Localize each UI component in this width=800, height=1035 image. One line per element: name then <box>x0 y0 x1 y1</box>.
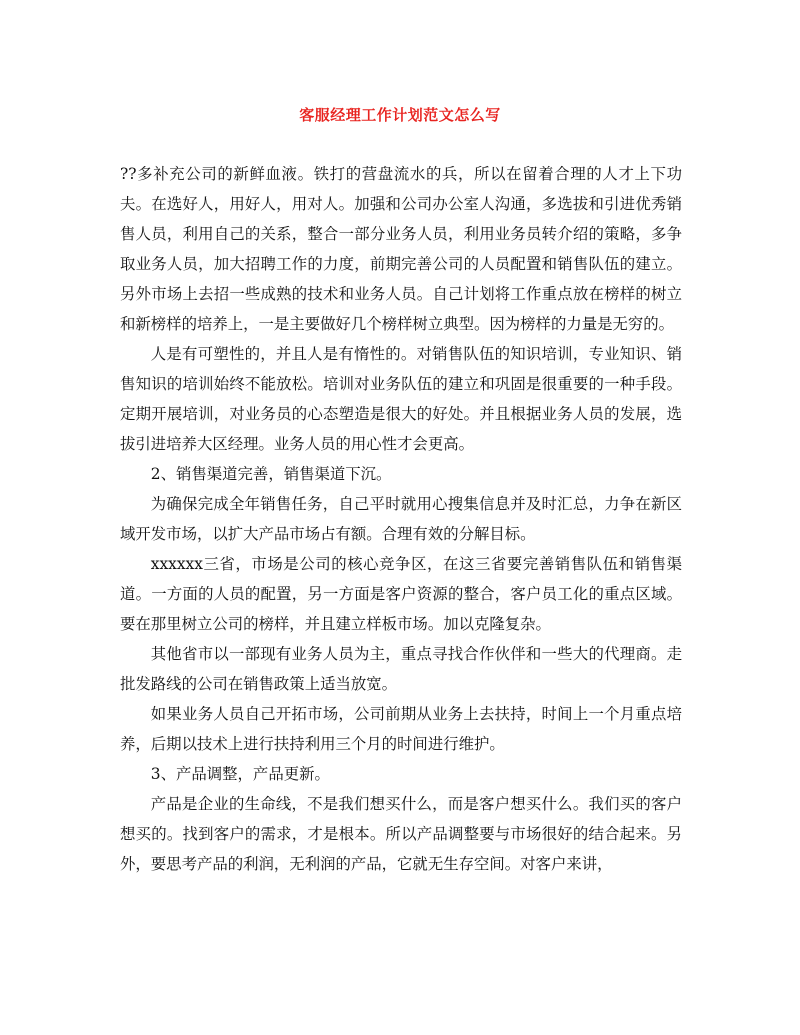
paragraph-2: 人是有可塑性的，并且人是有惰性的。对销售队伍的知识培训，专业知识、销售知识的培训始终不能放松。培训对业务队伍的建立和巩固是很重要的一种手段。定期开展培训，对业务员的心态塑造是很大的好处。并且根据业务人员的发展，选拔引进培养大区经理。业务人员的用心性才会更高。 <box>120 345 682 453</box>
paragraph-4: xxxxxx三省，市场是公司的核心竞争区，在这三省要完善销售队伍和销售渠道。一方面的人员的配置，另一方面是客户资源的整合，客户员工化的重点区域。要在那里树立公司的榜样，并且建立样板市场。加以克隆复杂。 <box>120 555 682 633</box>
document-body <box>120 159 682 879</box>
paragraph-7: 产品是企业的生命线，不是我们想买什么，而是客户想买什么。我们买的客户想买的。找到客户的需求，才是根本。所以产品调整要与市场很好的结合起来。另外，要思考产品的利润，无利润的产品，它就无生存空间。对客户来讲， <box>120 795 682 873</box>
section-heading-2: 2、销售渠道完善，销售渠道下沉。 <box>150 465 392 483</box>
paragraph-3: 为确保完成全年销售任务，自己平时就用心搜集信息并及时汇总，力争在新区域开发市场，以扩大产品市场占有额。合理有效的分解目标。 <box>120 495 682 543</box>
paragraph-1: ??多补充公司的新鲜血液。铁打的营盘流水的兵，所以在留着合理的人才上下功夫。在选好人，用好人，用对人。加强和公司办公室人沟通，多选拔和引进优秀销售人员，利用自己的关系，整合一部分业务人员，利用业务员转介绍的策略，多争取业务人员，加大招聘工作的力度，前期完善公司的人员配置和销售队伍的建立。另外市场上去招一些成熟的技术和业务人员。自己计划将工作重点放在榜样的树立和新榜样的培养上，一是主要做好几个榜样树立典型。因为榜样的力量是无穷的。 <box>120 165 682 333</box>
section-heading-3: 3、产品调整，产品更新。 <box>150 765 330 783</box>
paragraph-5: 其他省市以一部现有业务人员为主，重点寻找合作伙伴和一些大的代理商。走批发路线的公司在销售政策上适当放宽。 <box>120 645 682 693</box>
document-title: 客服经理工作计划范文怎么写 <box>299 106 501 124</box>
paragraph-6: 如果业务人员自己开拓市场，公司前期从业务上去扶持，时间上一个月重点培养，后期以技术上进行扶持利用三个月的时间进行维护。 <box>120 705 682 753</box>
